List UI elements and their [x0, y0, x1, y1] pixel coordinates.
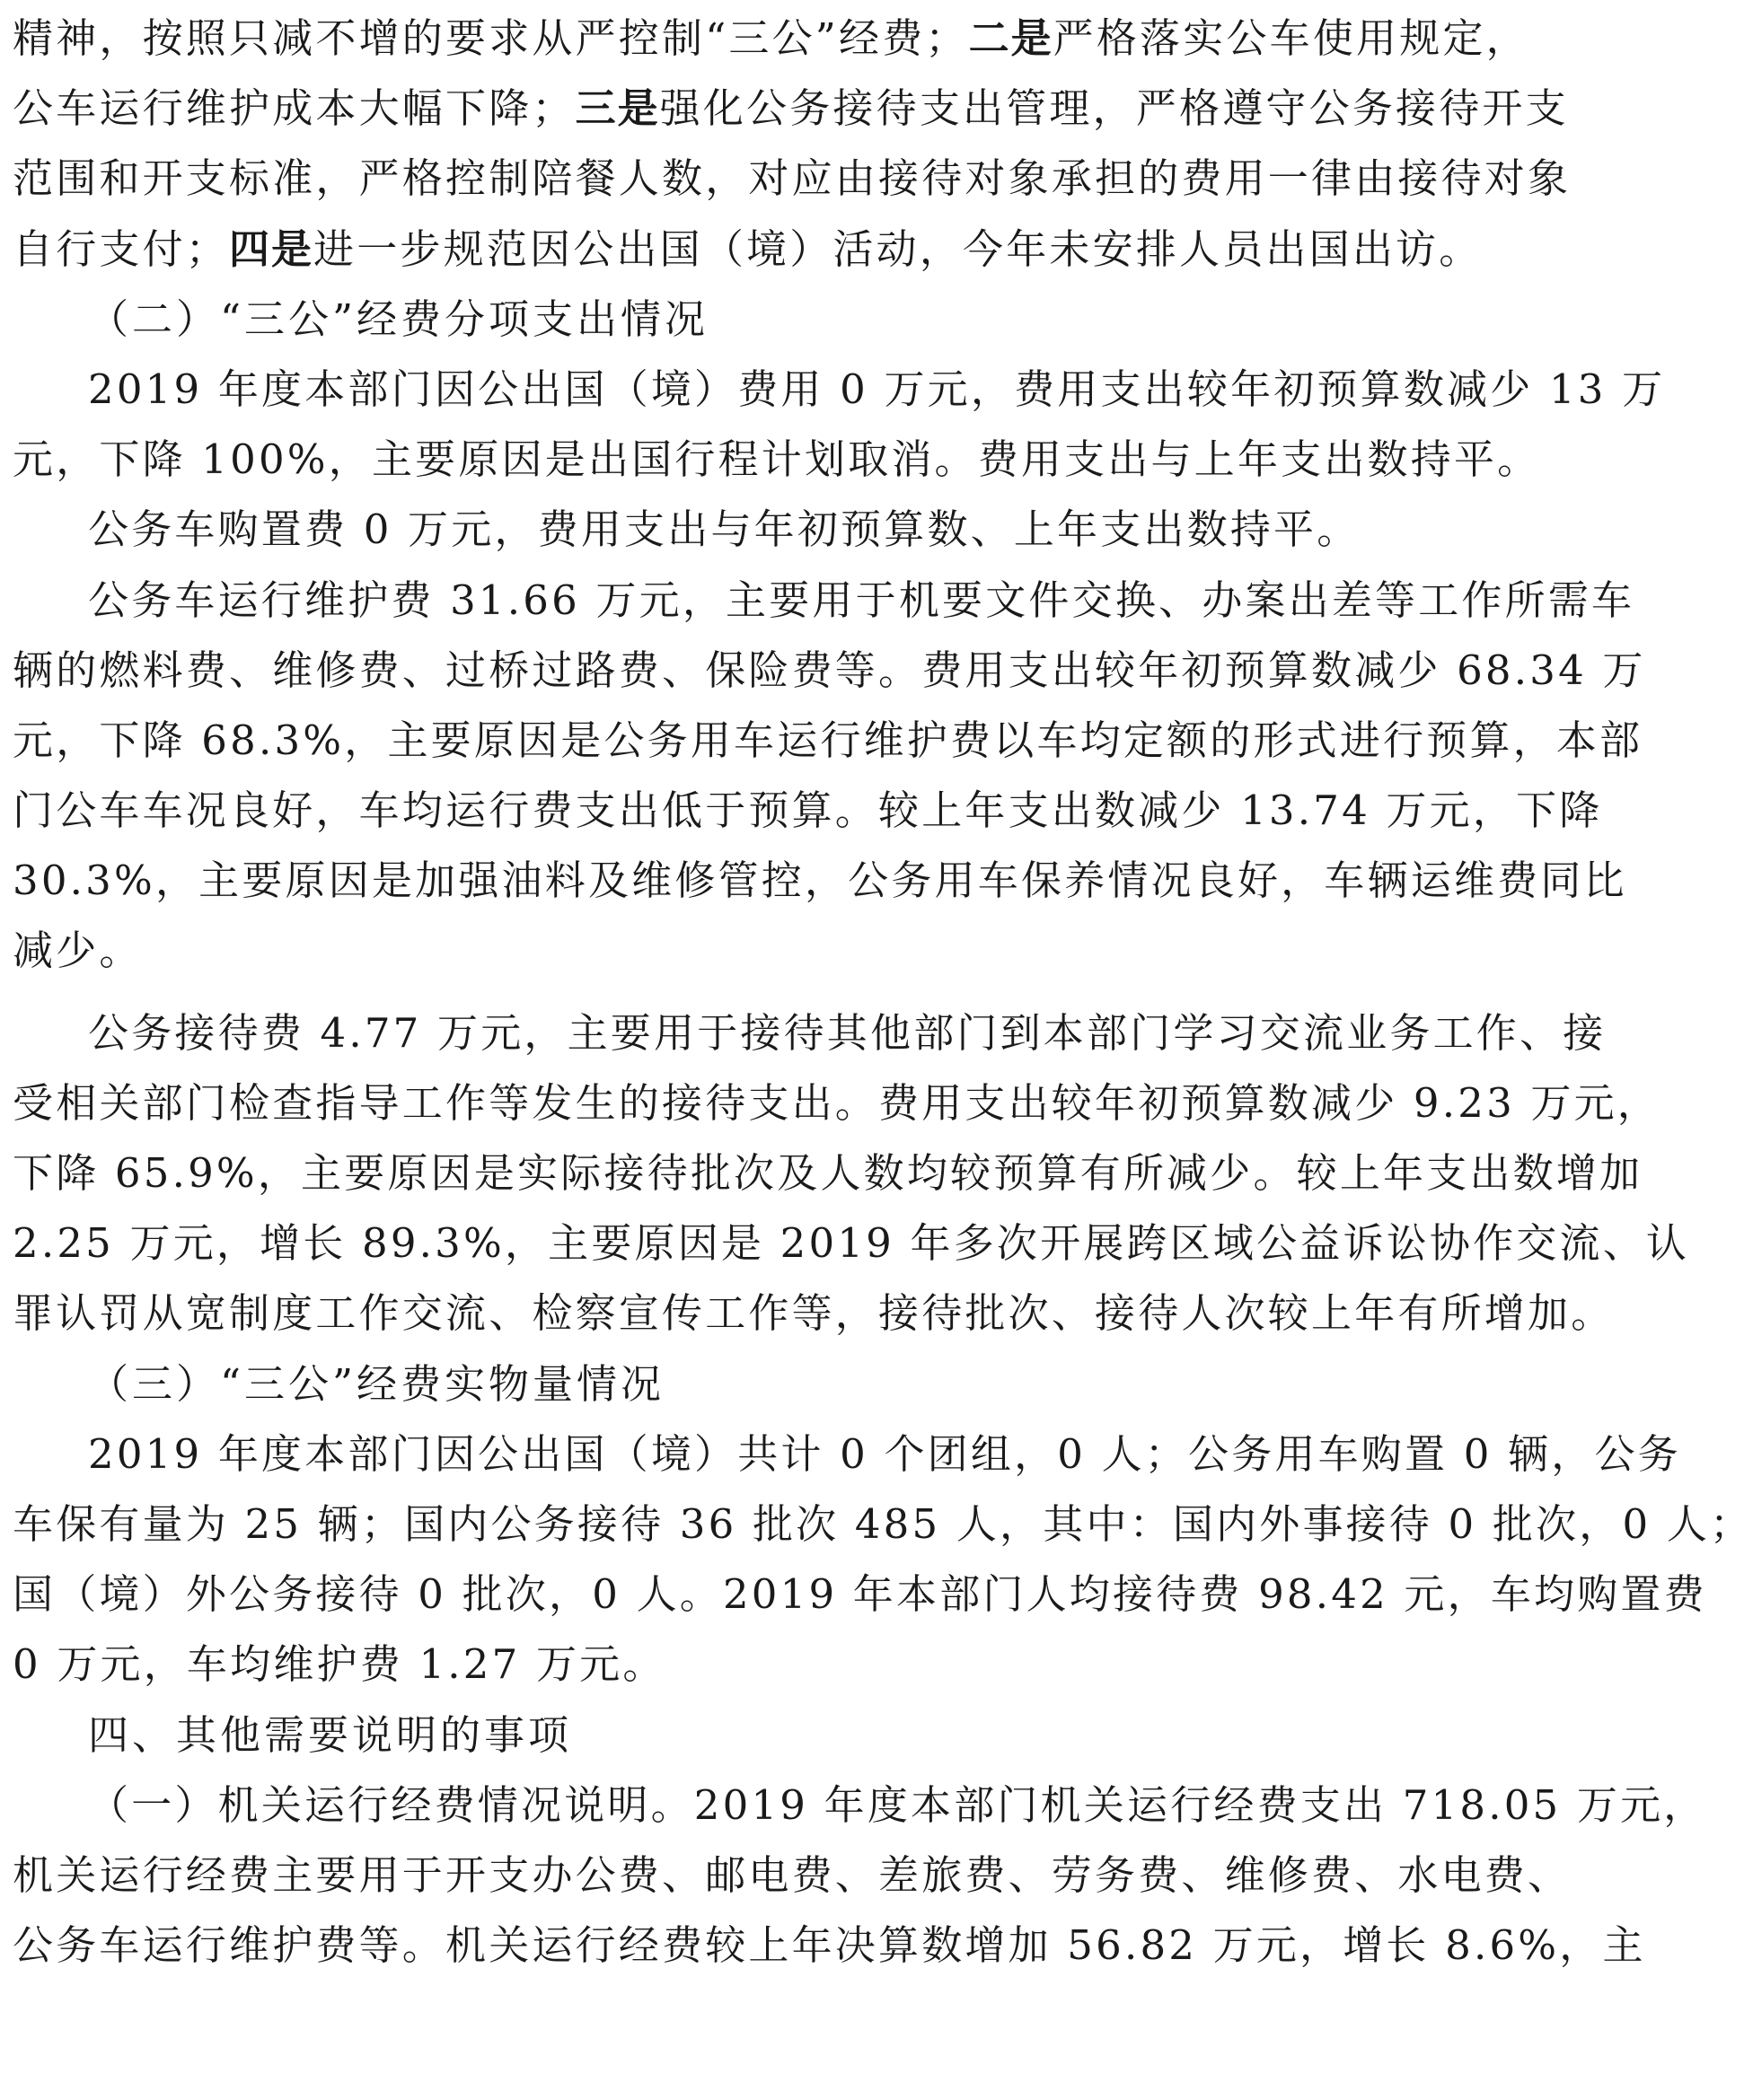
paragraph-line: 0 万元，车均维护费 1.27 万元。 [13, 1640, 666, 1689]
bold-keyword: 三是 [575, 84, 660, 133]
paragraph-line: 2019 年度本部门因公出国（境）共计 0 个团组，0 人；公务用车购置 0 辆，公务 [88, 1429, 1681, 1478]
text-run: 精神，按照只减不增的要求从严控制“三公”经费； [13, 14, 969, 62]
text-run: 自行支付； [13, 224, 230, 273]
paragraph-line: 范围和开支标准，严格控制陪餐人数，对应由接待对象承担的费用一律由接待对象 [13, 154, 1572, 203]
paragraph-line [13, 215, 1486, 285]
paragraph-line [13, 4, 1529, 74]
paragraph-line: 公务接待费 4.77 万元，主要用于接待其他部门到本部门学习交流业务工作、接 [88, 1008, 1607, 1057]
paragraph-line: 受相关部门检查指导工作等发生的接待支出。费用支出较年初预算数减少 9.23 万元， [13, 1078, 1661, 1127]
paragraph-line: 元，下降 68.3%，主要原因是公务用车运行维护费以车均定额的形式进行预算，本部 [13, 716, 1643, 764]
paragraph-line [13, 74, 1569, 144]
paragraph-line: 下降 65.9%，主要原因是实际接待批次及人数均较预算有所减少。较上年支出数增加 [13, 1149, 1643, 1197]
paragraph-line: 国（境）外公务接待 0 批次，0 人。2019 年本部门人均接待费 98.42 元，车均购置费 [13, 1570, 1707, 1619]
paragraph-line: 2019 年度本部门因公出国（境）费用 0 万元，费用支出较年初预算数减少 13 万 [88, 365, 1666, 413]
paragraph-line: 公务车购置费 0 万元，费用支出与年初预算数、上年支出数持平。 [88, 505, 1361, 554]
paragraph-line: 30.3%，主要原因是加强油料及维修管控，公务用车保养情况良好，车辆运维费同比 [13, 857, 1627, 905]
paragraph-line: 车保有量为 25 辆；国内公务接待 36 批次 485 人，其中：国内外事接待 0 批次，0 人； [13, 1499, 1753, 1548]
paragraph-line: 减少。 [13, 927, 143, 975]
text-run: 强化公务接待支出管理，严格遵守公务接待开支 [659, 84, 1569, 133]
paragraph-line: 辆的燃料费、维修费、过桥过路费、保险费等。费用支出较年初预算数减少 68.34 万 [13, 646, 1646, 694]
paragraph-line: 公务车运行维护费等。机关运行经费较上年决算数增加 56.82 万元，增长 8.6%，主 [13, 1921, 1646, 1970]
paragraph-line: 机关运行经费主要用于开支办公费、邮电费、差旅费、劳务费、维修费、水电费、 [13, 1850, 1572, 1899]
paragraph-line: （一）机关运行经费情况说明。2019 年度本部门机关运行经费支出 718.05 万元， [88, 1780, 1707, 1829]
paragraph-line: 门公车车况良好，车均运行费支出低于预算。较上年支出数减少 13.74 万元，下降 [13, 786, 1603, 835]
text-run: 进一步规范因公出国（境）活动，今年未安排人员出国出访。 [313, 224, 1483, 273]
paragraph-line: 元，下降 100%，主要原因是出国行程计划取消。费用支出与上年支出数持平。 [13, 435, 1541, 484]
bold-keyword: 二是 [968, 14, 1053, 62]
section-heading: （二）“三公”经费分项支出情况 [88, 294, 709, 343]
text-run: 严格落实公车使用规定， [1053, 14, 1529, 62]
text-run: 公车运行维护成本大幅下降； [13, 84, 576, 133]
section-heading: （三）“三公”经费实物量情况 [88, 1359, 665, 1408]
section-heading: 四、其他需要说明的事项 [88, 1710, 573, 1759]
paragraph-line: 罪认罚从宽制度工作交流、检察宣传工作等，接待批次、接待人次较上年有所增加。 [13, 1289, 1615, 1338]
paragraph-line: 公务车运行维护费 31.66 万元，主要用于机要文件交换、办案出差等工作所需车 [88, 576, 1635, 624]
document-page [13, 4, 1753, 2100]
bold-keyword: 四是 [229, 224, 314, 273]
paragraph-line: 2.25 万元，增长 89.3%，主要原因是 2019 年多次开展跨区域公益诉讼协作交流、认 [13, 1219, 1690, 1268]
